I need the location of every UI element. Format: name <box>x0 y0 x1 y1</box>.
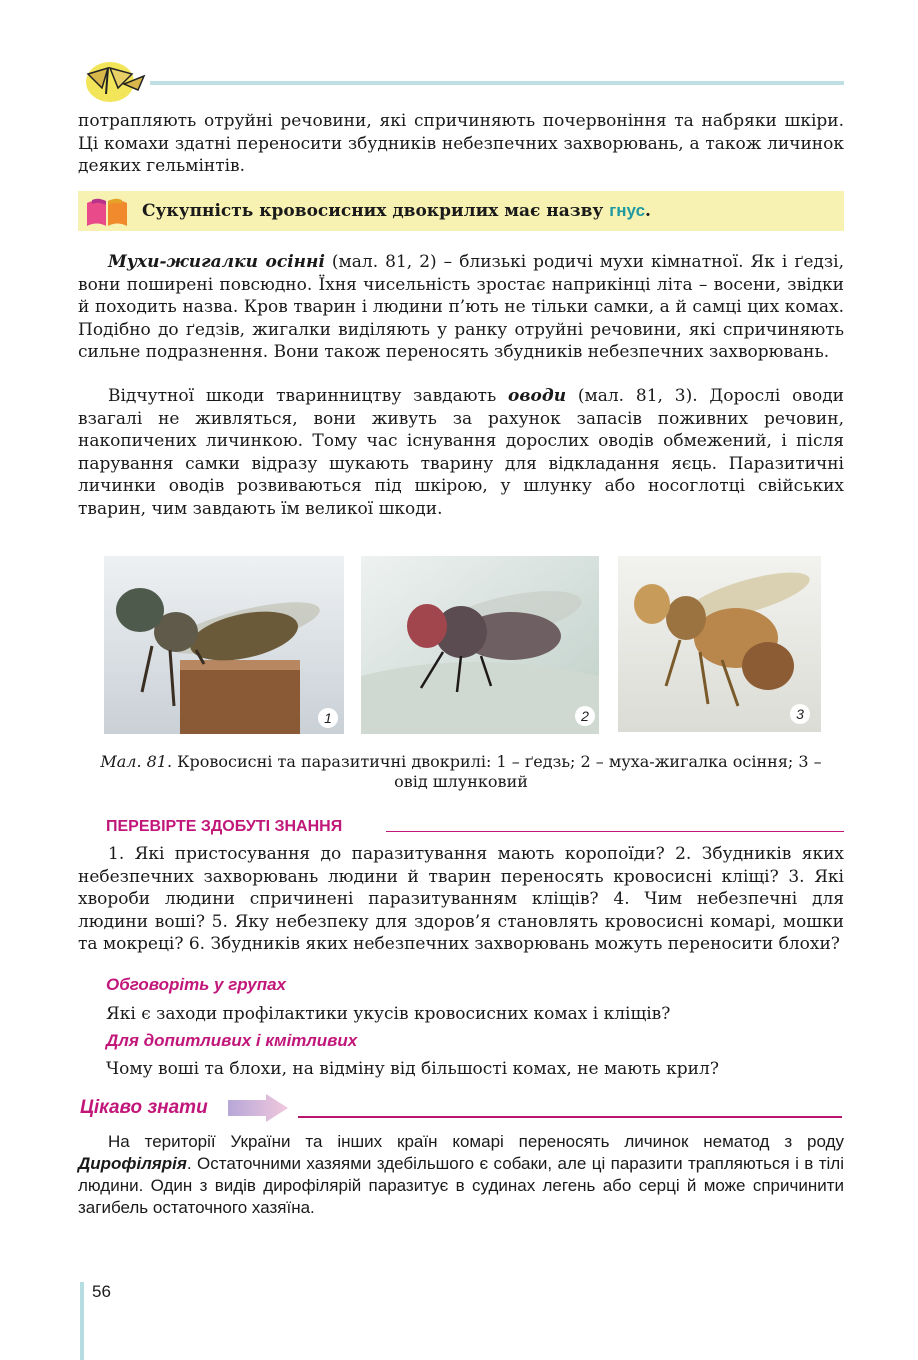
discuss-heading: Обговоріть у групах <box>106 975 286 994</box>
definition-text: Сукупність кровосисних двокрилих має назву гнус. <box>142 201 651 221</box>
check-questions: 1. Які пристосування до паразитування мають коропоїди? 2. Збудників яких небезпечних захворювань людини й тварин переносять кровосисні кліщі? 3. Які хвороби людини спричинені паразитуванням кліщів? 4. Чим небезпечні для людини воші? 5. Яку небезпеку для здоров’я становлять кровосисні комарі, мошки та мокреці? 6. Збудників яких небезпечних захворювань можуть переносити блохи? <box>78 844 844 954</box>
figure-number-3: 3 <box>790 704 810 724</box>
arrow-icon <box>226 1092 290 1128</box>
interesting-heading-rule <box>298 1116 842 1118</box>
page-number: 56 <box>92 1282 111 1301</box>
curious-heading: Для допитливих і кмітливих <box>106 1031 358 1050</box>
figure-caption: Мал. 81. Кровосисні та паразитичні двокрилі: 1 – ґедзь; 2 – муха-жигалка осіння; 3 – овід шлунковий <box>100 752 822 791</box>
check-heading: ПЕРЕВІРТЕ ЗДОБУТІ ЗНАННЯ <box>106 818 343 835</box>
definition-term: гнус <box>609 201 646 220</box>
photo-horsefly <box>104 556 344 734</box>
stomoxys-paragraph: Мухи-жигалки осінні (мал. 81, 2) – близькі родичі мухи кімнатної. Як і ґедзі, вони поширені повсюдно. Їхня чисельність зростає наприкінці літа – восени, звідки й походить назва. Кров тварин і людини п’ють не тільки самки, а й самці цих комах. Подібно до ґедзів, жигалки виділяють у ранку отруйні речовини, які спричиняють сильне подразнення. Вони також переносять збудників небезпечних захворювань. <box>78 252 844 362</box>
caption-label: Мал. 81. <box>100 752 173 771</box>
discuss-question: Які є заходи профілактики укусів кровосисних комах і кліщів? <box>106 1004 671 1024</box>
page-margin-bar <box>80 1282 84 1360</box>
curious-question: Чому воші та блохи, на відміну від більшості комах, не мають крил? <box>106 1059 719 1079</box>
book-icon <box>84 195 130 233</box>
photo-botfly <box>618 556 821 732</box>
butterfly-icon <box>80 54 150 104</box>
intro-paragraph: потрапляють отруйні речовини, які спричиняють почервоніння та набряки шкіри. Ці комахи здатні переносити збудників небезпечних захворювань, а також личинок деяких гельмінтів. <box>78 111 844 176</box>
interesting-heading: Цікаво знати <box>80 1097 208 1118</box>
stomoxys-term: Мухи-жигалки осінні <box>108 252 325 272</box>
botfly-term: оводи <box>508 386 567 406</box>
botfly-paragraph: Відчутної шкоди тваринництву завдають оводи (мал. 81, 3). Дорослі оводи взагалі не живляться, вони живуть за рахунок запасів поживних речовин, накопичених личинкою. Тому час існування дорослих оводів обмежений, і після парування самки відразу шукають тварину для відкладання яєць. Паразитичні личинки оводів розвиваються під шкірою, у шлунку або носоглотці свійських тварин, чим завдають їм великої шкоди. <box>78 386 845 519</box>
interesting-term: Дирофілярія <box>78 1154 187 1173</box>
photo-stable-fly <box>361 556 599 734</box>
check-heading-rule <box>386 831 844 832</box>
figure-number-1: 1 <box>318 708 338 728</box>
figure-number-2: 2 <box>575 706 595 726</box>
interesting-paragraph: На території України та інших країн комарі переносять личинок нематод з роду Дирофілярія. Остаточними хазяями здебільшого є собаки, але ці паразити трапляються і в тілі людини. Один з видів дирофілярій паразитує в судинах легень або серці й може спричинити загибель остаточного хазяїна. <box>78 1132 844 1217</box>
header-rule <box>150 81 844 85</box>
